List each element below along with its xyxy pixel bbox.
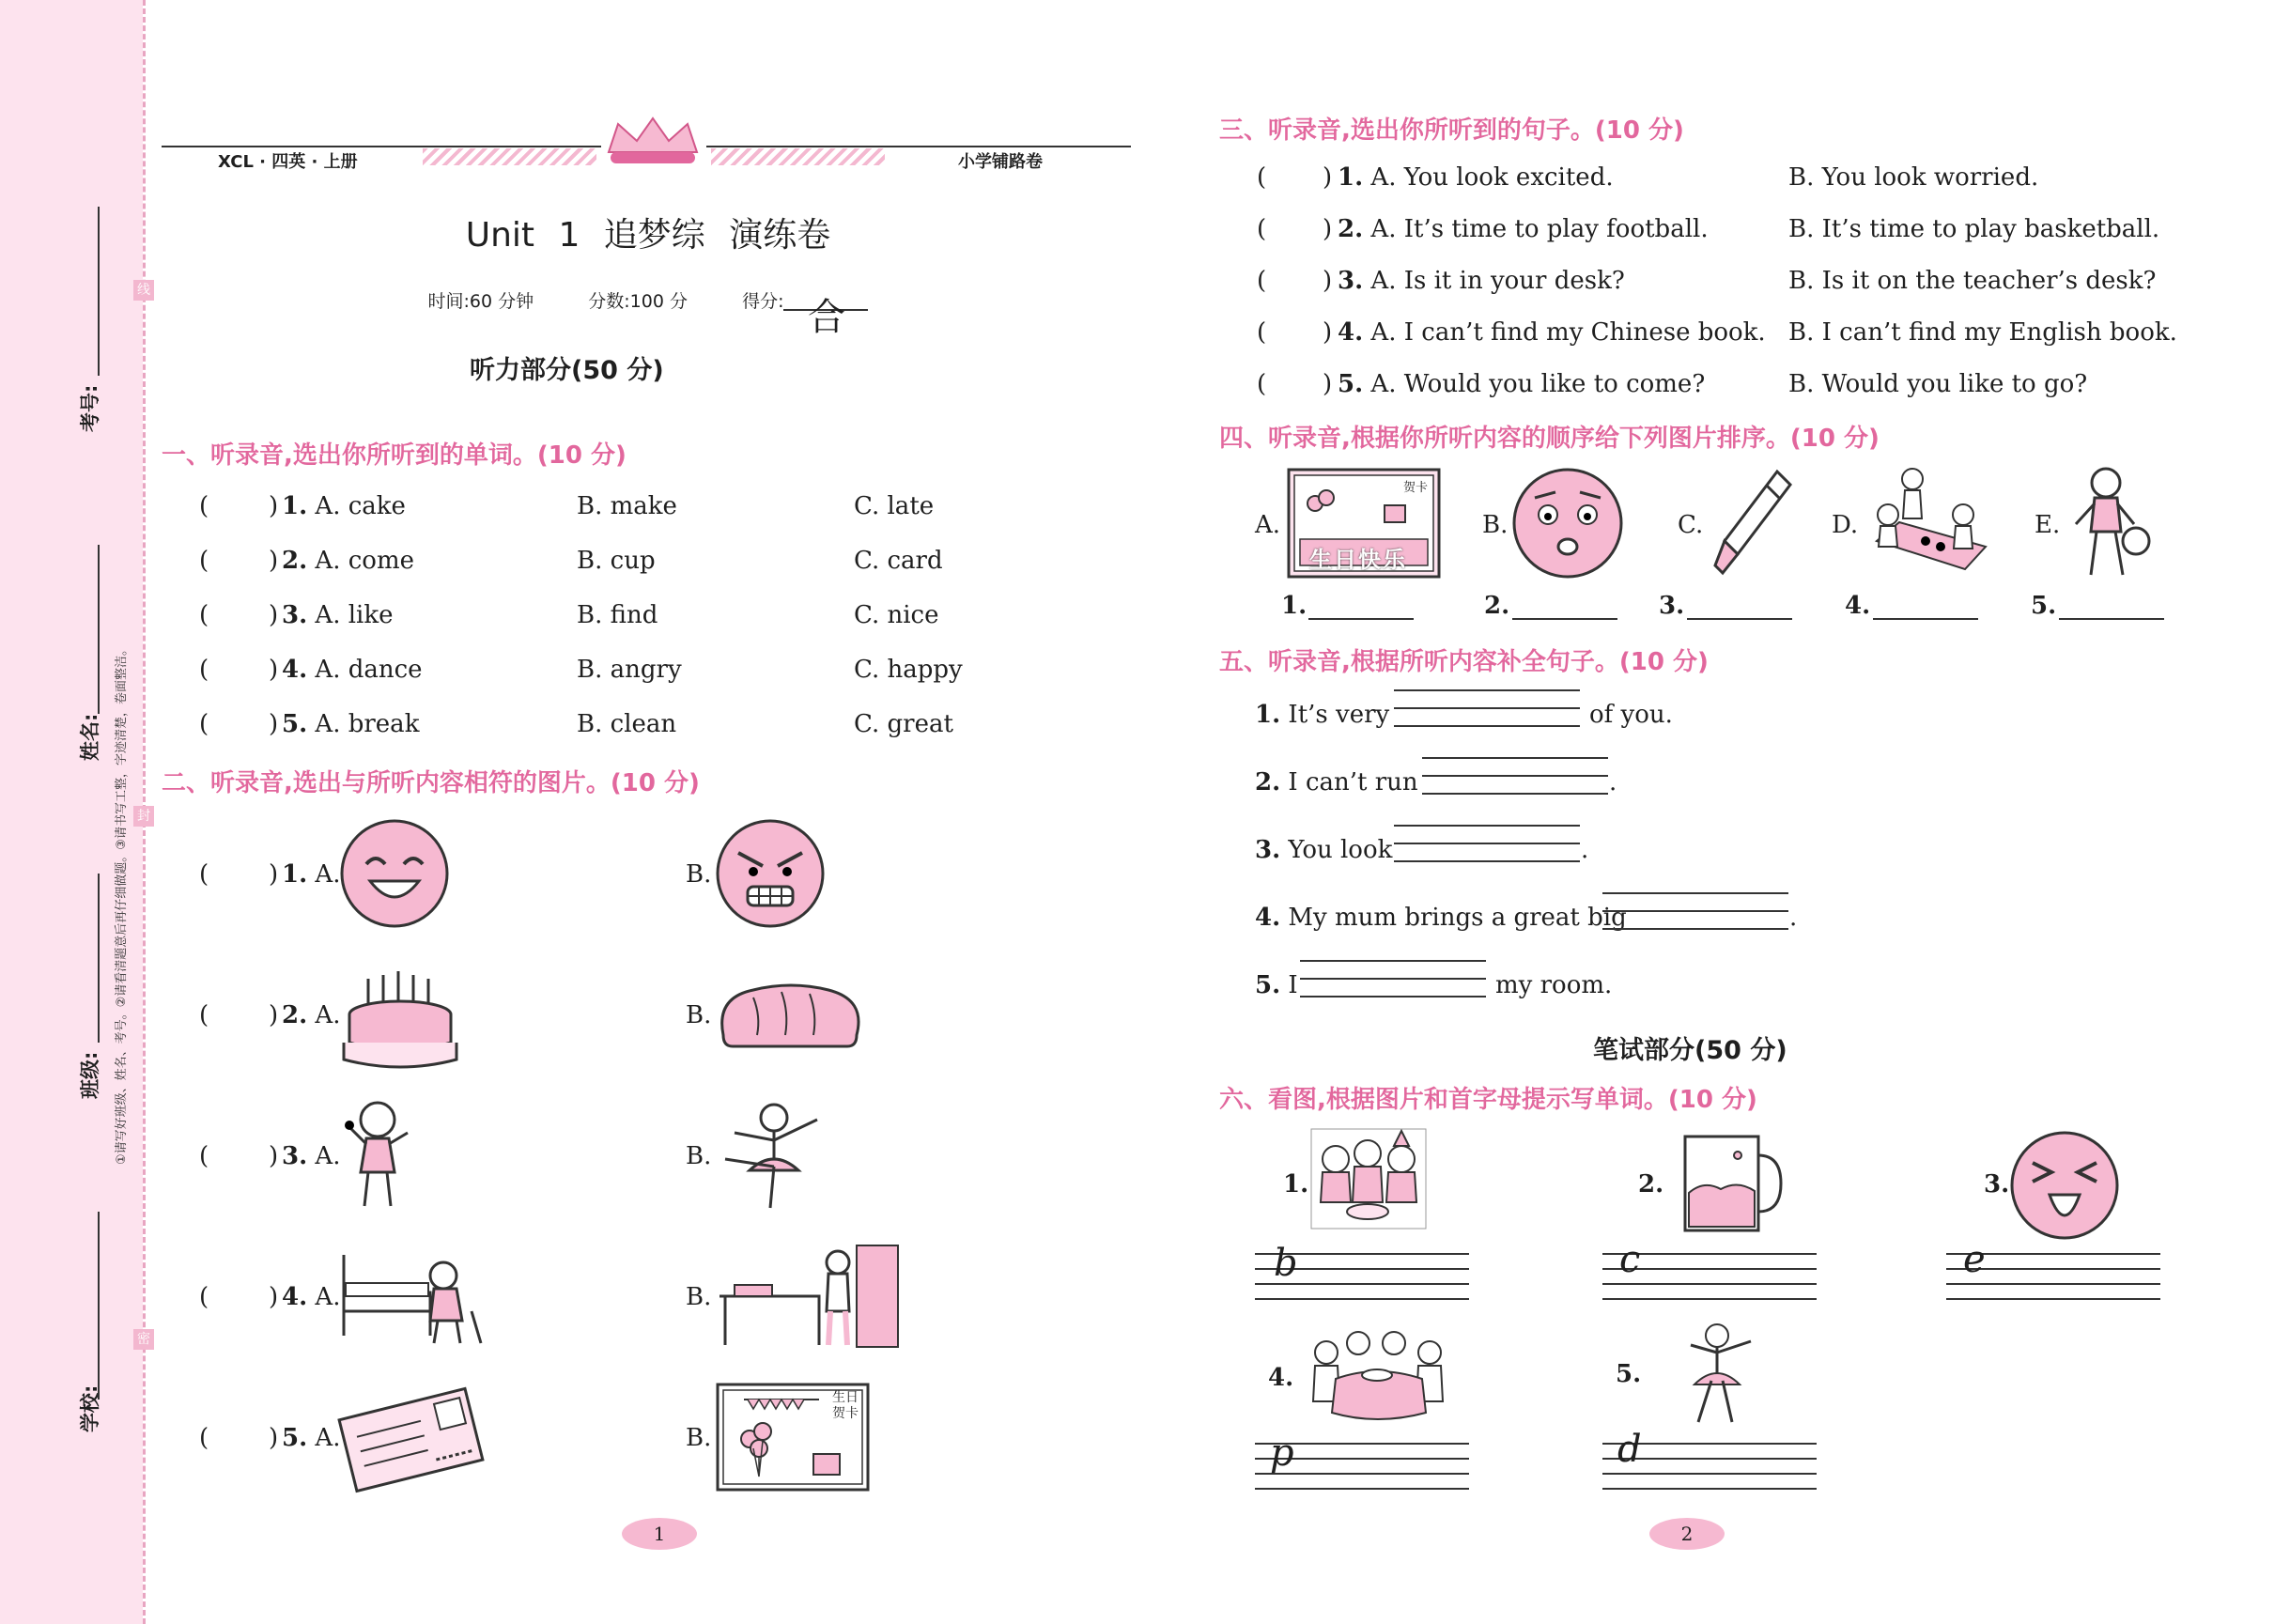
header-rule-left bbox=[162, 146, 601, 147]
fill-blank-4[interactable] bbox=[1602, 892, 1788, 930]
girl-cleaning-bed-icon[interactable] bbox=[340, 1245, 490, 1349]
sentence-end: . bbox=[1789, 904, 1798, 932]
girl-singing-icon[interactable] bbox=[340, 1099, 415, 1212]
question-number: 4. bbox=[282, 1283, 308, 1311]
question-number: 1. bbox=[282, 860, 308, 889]
answer-blank[interactable]: ( bbox=[199, 656, 209, 684]
exam-no-label: 考号: bbox=[79, 384, 101, 432]
question-number: 4. bbox=[1268, 1364, 1294, 1392]
option-a: A. like bbox=[315, 601, 394, 629]
ballet-dancer-icon[interactable] bbox=[716, 1099, 828, 1212]
option-a: A. bbox=[315, 1283, 341, 1311]
sentence-start: I bbox=[1288, 971, 1298, 999]
question-number: 1. bbox=[282, 492, 308, 520]
question-number: 3. bbox=[282, 1142, 308, 1170]
blank-number: 3. bbox=[1659, 592, 1685, 620]
option-c: C. card bbox=[854, 547, 943, 575]
question-number: 1. bbox=[1283, 1170, 1309, 1199]
question-number: 1. bbox=[1338, 163, 1364, 192]
option-a: A. You look excited. bbox=[1370, 163, 1614, 192]
option-b: B. bbox=[686, 860, 712, 889]
listening-title: 听力部分(50 分) bbox=[470, 356, 664, 385]
option-a: A. dance bbox=[315, 656, 423, 684]
option-a: A. Would you like to come? bbox=[1370, 370, 1706, 398]
hint-letter: b bbox=[1274, 1242, 1298, 1285]
blank-number: 4. bbox=[1845, 592, 1871, 620]
option-b: B. Would you like to go? bbox=[1788, 370, 2088, 398]
question-number: 3. bbox=[282, 601, 308, 629]
cup-icon[interactable] bbox=[1676, 1127, 1783, 1236]
header-rule-right bbox=[706, 146, 1131, 147]
question-number: 2. bbox=[282, 1001, 308, 1029]
fill-blank-2[interactable] bbox=[1422, 757, 1608, 795]
answer-blank[interactable]: ( bbox=[199, 1283, 209, 1311]
fill-blank-1[interactable] bbox=[1394, 689, 1580, 727]
worried-face-icon[interactable] bbox=[1512, 468, 1623, 579]
hint-letter: c bbox=[1619, 1238, 1641, 1281]
option-b: B. find bbox=[577, 601, 658, 629]
answer-blank[interactable]: ( bbox=[1257, 370, 1267, 398]
question-number: 2. bbox=[282, 547, 308, 575]
sentence-end: my room. bbox=[1495, 971, 1613, 999]
option-a: A. It’s time to play football. bbox=[1370, 215, 1709, 243]
option-a: A. bbox=[315, 1001, 341, 1029]
header-hatch-right bbox=[711, 148, 885, 165]
got-label: 得分: bbox=[742, 291, 784, 312]
class-label: 班级: bbox=[79, 1051, 101, 1099]
time-info: 时间:60 分钟 bbox=[427, 291, 534, 312]
school-label: 学校: bbox=[79, 1384, 101, 1432]
option-a: A. cake bbox=[315, 492, 406, 520]
option-b: B. bbox=[686, 1283, 712, 1311]
pen-icon[interactable] bbox=[1710, 468, 1794, 579]
section-1-title: 一、听录音,选出你所听到的单词。(10 分) bbox=[162, 441, 627, 470]
answer-blank[interactable]: ( bbox=[1257, 267, 1267, 295]
answer-blank[interactable]: ( bbox=[199, 1424, 209, 1452]
option-a: A. come bbox=[315, 547, 414, 575]
option-b: B. angry bbox=[577, 656, 682, 684]
dancer-icon[interactable] bbox=[1670, 1319, 1760, 1428]
pic-label-c: C. bbox=[1678, 511, 1704, 539]
answer-blank[interactable]: ( bbox=[199, 1001, 209, 1029]
score-stamp: 合 bbox=[808, 296, 845, 339]
sentence-start: I can’t run bbox=[1288, 768, 1418, 797]
greeting-card-text: 生日 贺卡 bbox=[832, 1390, 859, 1421]
boy-in-room-icon[interactable] bbox=[716, 1242, 900, 1351]
option-c: C. late bbox=[854, 492, 935, 520]
option-a: A. Is it in your desk? bbox=[1370, 267, 1625, 295]
postcard-icon[interactable] bbox=[340, 1386, 481, 1490]
class-field[interactable] bbox=[98, 874, 100, 1043]
option-c: C. great bbox=[854, 710, 953, 738]
card-text: 贺卡 bbox=[1403, 481, 1429, 495]
blank-number: 2. bbox=[1484, 592, 1510, 620]
question-number: 2. bbox=[1255, 768, 1281, 797]
option-b: B. Is it on the teacher’s desk? bbox=[1788, 267, 2157, 295]
option-b: B. bbox=[686, 1001, 712, 1029]
option-b: B. It’s time to play basketball. bbox=[1788, 215, 2160, 243]
order-blank-5[interactable] bbox=[2059, 618, 2164, 620]
answer-blank[interactable]: ( bbox=[199, 860, 209, 889]
question-number: 5. bbox=[1255, 971, 1281, 999]
page-number-left: 1 bbox=[622, 1518, 697, 1550]
sentence-end: of you. bbox=[1589, 701, 1673, 729]
option-b: B. bbox=[686, 1424, 712, 1452]
order-blank-2[interactable] bbox=[1512, 618, 1617, 620]
question-number: 4. bbox=[282, 656, 308, 684]
sentence-start: It’s very bbox=[1288, 701, 1390, 729]
header-left-text: XCL · 四英 · 上册 bbox=[218, 152, 358, 172]
option-b: B. clean bbox=[577, 710, 677, 738]
hint-letter: p bbox=[1270, 1431, 1294, 1475]
answer-blank[interactable]: ( bbox=[199, 492, 209, 520]
question-number: 5. bbox=[1338, 370, 1364, 398]
card-banner: 生日快乐 bbox=[1309, 547, 1407, 573]
question-number: 4. bbox=[1255, 904, 1281, 932]
happy-face-icon[interactable] bbox=[340, 819, 449, 928]
name-field[interactable] bbox=[98, 545, 100, 714]
party-table-icon[interactable] bbox=[1302, 1322, 1458, 1428]
option-a: A. bbox=[315, 1424, 341, 1452]
hint-letter: d bbox=[1617, 1428, 1642, 1471]
header-hatch-left bbox=[423, 148, 596, 165]
answer-blank[interactable]: ( bbox=[199, 601, 209, 629]
answer-blank[interactable]: ( bbox=[199, 710, 209, 738]
section-5-title: 五、听录音,根据所听内容补全句子。(10 分) bbox=[1219, 648, 1709, 676]
bread-icon[interactable] bbox=[716, 979, 864, 1050]
seal-seal: 封 bbox=[133, 806, 154, 827]
kids-party-icon[interactable] bbox=[1871, 466, 1988, 579]
answer-blank[interactable]: ( bbox=[1257, 215, 1267, 243]
header-right-text: 小学铺路卷 bbox=[958, 152, 1043, 172]
sentence-end: . bbox=[1581, 836, 1589, 864]
sentence-start: You look bbox=[1288, 836, 1393, 864]
option-b: B. bbox=[686, 1142, 712, 1170]
answer-blank[interactable]: ( bbox=[1257, 318, 1267, 347]
option-c: C. nice bbox=[854, 601, 939, 629]
birthday-cake-icon[interactable] bbox=[340, 960, 460, 1071]
binding-note: ①请写好班级、姓名、考号。②请看清题意后再仔细做题。③请书写工整，字迹清楚，卷面整洁。 bbox=[115, 643, 129, 1165]
fill-blank-5[interactable] bbox=[1300, 960, 1486, 998]
pic-label-d: D. bbox=[1832, 511, 1859, 539]
question-number: 5. bbox=[282, 710, 308, 738]
question-number: 5. bbox=[282, 1424, 308, 1452]
option-a: A. bbox=[315, 860, 341, 889]
exam-meta bbox=[160, 287, 1137, 313]
hint-letter: e bbox=[1963, 1238, 1986, 1281]
seal-line: 线 bbox=[133, 280, 154, 301]
answer-blank[interactable]: ( bbox=[199, 1142, 209, 1170]
option-a: A. break bbox=[315, 710, 420, 738]
answer-blank[interactable]: ( bbox=[199, 547, 209, 575]
question-number: 2. bbox=[1338, 215, 1364, 243]
section-4-title: 四、听录音,根据你所听内容的顺序给下列图片排序。(10 分) bbox=[1219, 425, 1880, 453]
crown-logo-icon bbox=[599, 115, 706, 167]
order-blank-4[interactable] bbox=[1873, 618, 1978, 620]
question-number: 4. bbox=[1338, 318, 1364, 347]
fill-blank-3[interactable] bbox=[1394, 825, 1580, 862]
excited-face-icon[interactable] bbox=[2010, 1131, 2119, 1240]
option-c: C. happy bbox=[854, 656, 963, 684]
blank-number: 1. bbox=[1281, 592, 1307, 620]
order-blank-1[interactable] bbox=[1308, 618, 1414, 620]
question-number: 5. bbox=[1616, 1360, 1642, 1388]
pic-label-a: A. bbox=[1255, 511, 1281, 539]
section-3-title: 三、听录音,选出你所听到的句子。(10 分) bbox=[1219, 116, 1684, 145]
angry-face-icon[interactable] bbox=[716, 819, 825, 928]
sentence-start: My mum brings a great big bbox=[1288, 904, 1627, 932]
blank-number: 5. bbox=[2031, 592, 2057, 620]
seal-secret: 密 bbox=[133, 1329, 154, 1350]
section-2-title: 二、听录音,选出与所听内容相符的图片。(10 分) bbox=[162, 769, 700, 797]
order-blank-3[interactable] bbox=[1687, 618, 1792, 620]
section-6-title: 六、看图,根据图片和首字母提示写单词。(10 分) bbox=[1219, 1086, 1757, 1114]
question-number: 3. bbox=[1255, 836, 1281, 864]
question-number: 2. bbox=[1638, 1170, 1664, 1199]
option-a: A. bbox=[315, 1142, 341, 1170]
score-info: 分数:100 分 bbox=[588, 291, 688, 312]
birthday-party-icon[interactable] bbox=[1309, 1127, 1428, 1230]
question-number: 3. bbox=[1338, 267, 1364, 295]
page-title: Unit 1 追梦综 演练卷 bbox=[465, 216, 831, 255]
option-b: B. You look worried. bbox=[1788, 163, 2039, 192]
question-number: 3. bbox=[1984, 1170, 2010, 1199]
sentence-end: . bbox=[1609, 768, 1617, 797]
option-a: A. I can’t find my Chinese book. bbox=[1370, 318, 1766, 347]
question-number: 1. bbox=[1255, 701, 1281, 729]
pic-label-e: E. bbox=[2035, 511, 2061, 539]
answer-blank[interactable]: ( bbox=[1257, 163, 1267, 192]
school-field[interactable] bbox=[98, 1212, 100, 1400]
writing-title: 笔试部分(50 分) bbox=[1593, 1036, 1787, 1065]
option-b: B. I can’t find my English book. bbox=[1788, 318, 2177, 347]
option-b: B. make bbox=[577, 492, 677, 520]
girl-basketball-icon[interactable] bbox=[2063, 466, 2157, 580]
pic-label-b: B. bbox=[1482, 511, 1509, 539]
name-label: 姓名: bbox=[79, 713, 101, 761]
page-number-right: 2 bbox=[1649, 1518, 1725, 1550]
exam-no-field[interactable] bbox=[98, 207, 100, 376]
option-b: B. cup bbox=[577, 547, 656, 575]
